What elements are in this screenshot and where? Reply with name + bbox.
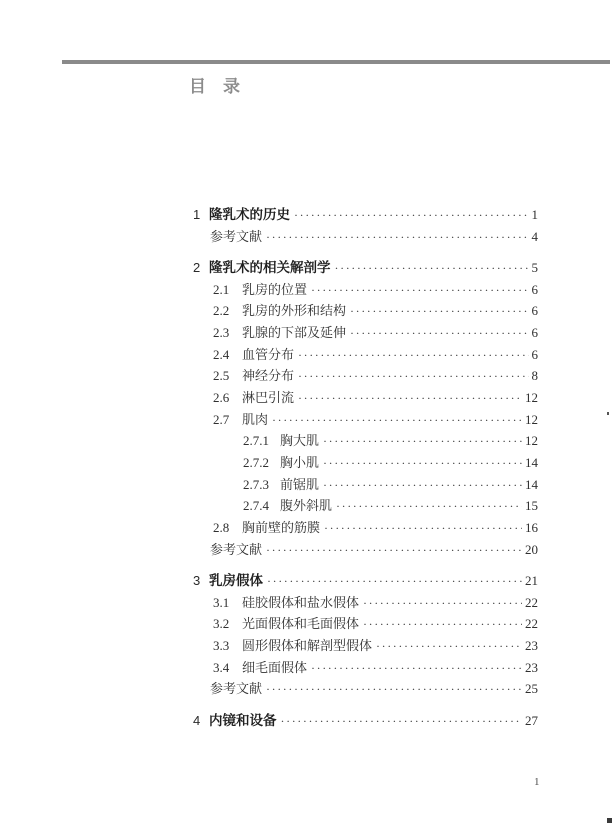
toc-entry-number: 2 [193, 259, 201, 275]
toc-entry-ref-1 [193, 226, 538, 248]
dot-leader [298, 388, 522, 410]
toc-entry-number: 2.4 [213, 346, 230, 362]
toc-entry-2-7-3 [193, 474, 538, 496]
toc-entry-number: 3.2 [213, 616, 230, 632]
toc-entry-page: 21 [525, 573, 538, 588]
toc-entry-label: 细毛面假体 [242, 659, 308, 675]
page-title: 目 录 [189, 77, 240, 96]
toc-entry-label: 参考文献 [210, 541, 263, 557]
toc-entry-2-3 [193, 322, 538, 344]
dot-leader [336, 496, 522, 518]
toc-entry-2-8 [193, 517, 538, 539]
dot-leader [294, 205, 529, 227]
toc-list [193, 204, 538, 731]
toc-entry-3 [193, 570, 538, 592]
toc-entry-3-2 [193, 613, 538, 635]
dot-leader [267, 571, 522, 593]
toc-entry-label: 光面假体和毛面假体 [242, 616, 360, 632]
folio-page-number: 1 [534, 776, 540, 788]
dot-leader [298, 345, 528, 367]
toc-entry-label: 内镜和设备 [209, 712, 277, 728]
toc-entry-label: 乳房的外形和结构 [242, 303, 347, 319]
toc-entry-number: 2.1 [213, 281, 230, 297]
toc-entry-1 [193, 204, 538, 226]
toc-entry-label: 乳房假体 [209, 573, 263, 588]
dot-leader [266, 679, 522, 701]
toc-entry-number: 4 [193, 712, 201, 728]
toc-entry-page: 23 [525, 638, 538, 654]
toc-entry-label: 隆乳术的历史 [209, 207, 290, 222]
toc-entry-label: 血管分布 [242, 346, 295, 362]
toc-entry-number: 2.8 [213, 520, 230, 536]
toc-entry-3-3 [193, 635, 538, 657]
toc-entry-page: 12 [525, 433, 538, 449]
toc-entry-page: 14 [525, 455, 538, 471]
dot-leader [335, 258, 529, 280]
toc-entry-label: 淋巴引流 [242, 390, 295, 405]
toc-entry-number: 2.7.1 [243, 433, 269, 449]
toc-entry-label: 神经分布 [242, 368, 295, 384]
toc-entry-ref-15 [193, 539, 538, 561]
toc-entry-label: 圆形假体和解剖型假体 [242, 638, 373, 654]
toc-entry-label: 胸前壁的筋膜 [242, 520, 321, 536]
toc-entry-number: 2.6 [213, 390, 230, 405]
toc-entry-page: 23 [525, 659, 538, 675]
toc-entry-page: 12 [525, 390, 538, 405]
toc-entry-page: 22 [525, 594, 538, 610]
toc-entry-page: 27 [525, 712, 538, 728]
toc-entry-page: 15 [525, 498, 538, 514]
toc-entry-page: 12 [525, 411, 538, 427]
scan-artifact-right-edge [607, 412, 609, 415]
toc-entry-2-4 [193, 344, 538, 366]
toc-entry-page: 6 [531, 303, 538, 319]
toc-entry-label: 乳腺的下部及延伸 [242, 324, 347, 340]
toc-entry-number: 2.5 [213, 368, 230, 384]
toc-entry-number: 2.7.4 [243, 498, 269, 514]
toc-entry-number: 3.1 [213, 594, 230, 610]
toc-entry-number: 2.7 [213, 411, 230, 427]
toc-entry-page: 6 [531, 281, 538, 297]
toc-entry-label: 参考文献 [210, 228, 263, 244]
toc-entry-label: 肌肉 [242, 411, 269, 427]
toc-entry-label: 硅胶假体和盐水假体 [242, 594, 360, 610]
toc-entry-page: 8 [531, 368, 538, 384]
dot-leader [324, 518, 522, 540]
dot-leader [323, 475, 522, 497]
header-rule [62, 60, 610, 64]
toc-entry-label: 腹外斜肌 [280, 498, 333, 514]
toc-entry-label: 胸大肌 [280, 433, 320, 449]
dot-leader [350, 323, 528, 345]
toc-entry-number: 3.4 [213, 659, 230, 675]
dot-leader [350, 301, 528, 323]
dot-leader [266, 540, 522, 562]
dot-leader [323, 431, 522, 453]
toc-entry-3-1 [193, 592, 538, 614]
toc-entry-label: 前锯肌 [280, 476, 320, 492]
toc-entry-2-2 [193, 300, 538, 322]
toc-entry-page: 1 [531, 207, 538, 222]
toc-entry-2-7-1 [193, 430, 538, 452]
toc-entry-number: 2.3 [213, 324, 230, 340]
dot-leader [272, 410, 522, 432]
toc-entry-page: 6 [531, 324, 538, 340]
toc-entry-page: 14 [525, 476, 538, 492]
toc-entry-page: 4 [531, 228, 538, 244]
toc-entry-number: 1 [193, 207, 201, 222]
toc-entry-page: 6 [531, 346, 538, 362]
toc-entry-2 [193, 257, 538, 279]
dot-leader [363, 593, 522, 615]
toc-entry-4 [193, 710, 538, 732]
toc-entry-2-5 [193, 365, 538, 387]
toc-entry-number: 2.7.2 [243, 455, 269, 471]
toc-entry-page: 20 [525, 541, 538, 557]
dot-leader [311, 280, 528, 302]
scan-artifact-bottom-corner [607, 818, 612, 823]
dot-leader [363, 614, 522, 636]
toc-entry-page: 5 [531, 259, 538, 275]
toc-entry-number: 3.3 [213, 638, 230, 654]
toc-entry-number: 3 [193, 573, 201, 588]
toc-entry-label: 参考文献 [210, 681, 263, 697]
toc-entry-3-4 [193, 657, 538, 679]
toc-entry-ref-21 [193, 678, 538, 700]
toc-entry-label: 胸小肌 [280, 455, 320, 471]
dot-leader [266, 227, 528, 249]
toc-entry-page: 22 [525, 616, 538, 632]
toc-entry-number: 2.2 [213, 303, 230, 319]
dot-leader [298, 366, 528, 388]
toc-entry-label: 隆乳术的相关解剖学 [209, 259, 331, 275]
toc-entry-number: 2.7.3 [243, 476, 269, 492]
toc-entry-page: 25 [525, 681, 538, 697]
toc-entry-label: 乳房的位置 [242, 281, 308, 297]
dot-leader [311, 658, 522, 680]
dot-leader [376, 636, 522, 658]
dot-leader [323, 453, 522, 475]
toc-entry-2-7-2 [193, 452, 538, 474]
toc-entry-2-7-4 [193, 495, 538, 517]
dot-leader [281, 711, 523, 733]
toc-entry-page: 16 [525, 520, 538, 536]
toc-entry-2-1 [193, 279, 538, 301]
toc-entry-2-6 [193, 387, 538, 409]
toc-entry-2-7 [193, 409, 538, 431]
